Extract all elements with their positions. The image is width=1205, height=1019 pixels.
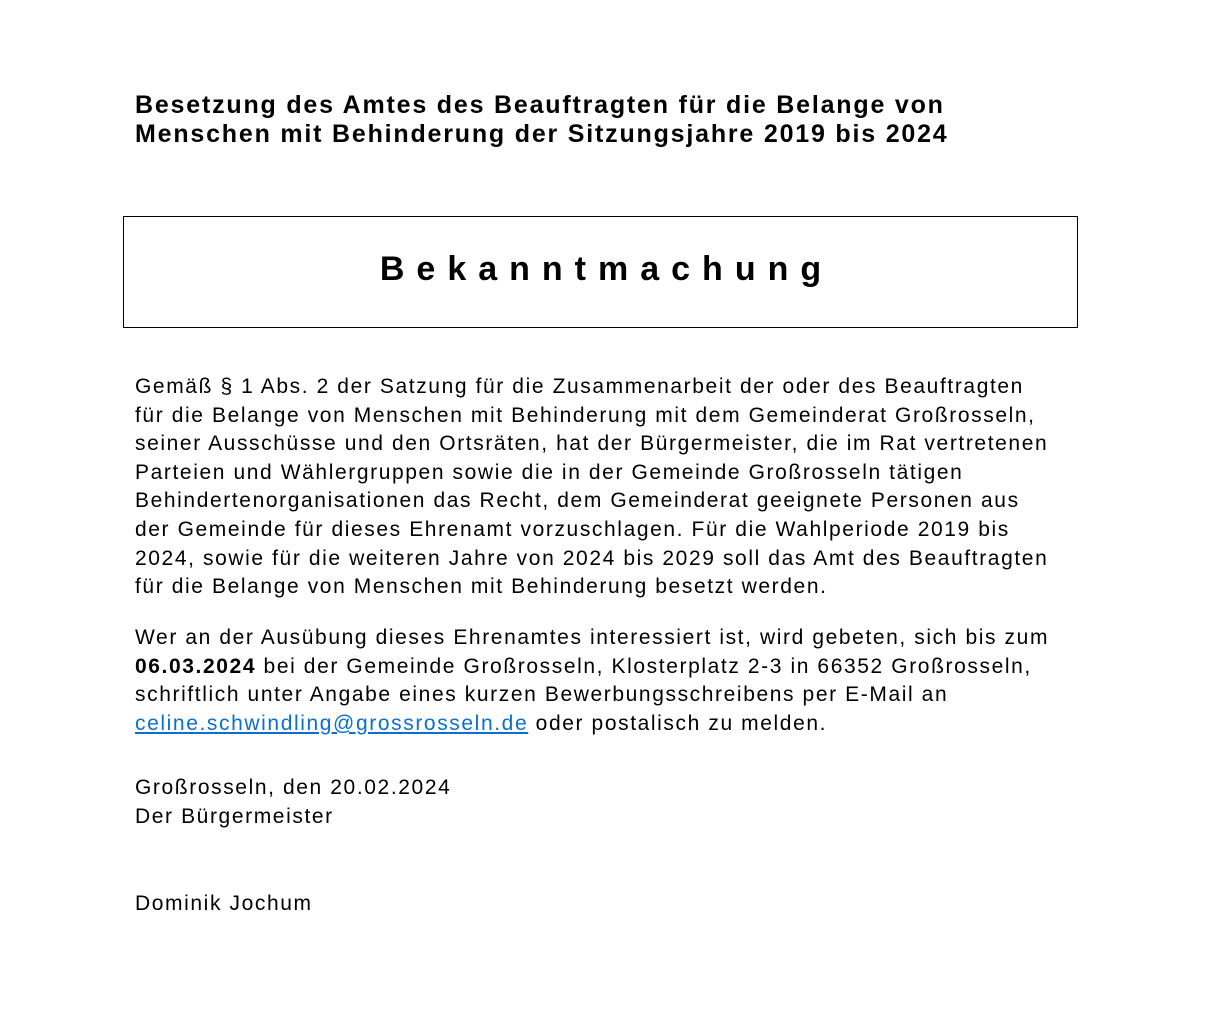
paragraph2-end: oder postalisch zu melden. bbox=[528, 711, 828, 735]
place-date-line: Großrosseln, den 20.02.2024 bbox=[135, 776, 452, 799]
body-paragraph-2 bbox=[135, 624, 1056, 738]
paragraph2-middle: bei der Gemeinde Großrosseln, Klosterplatz 2-3 in 66352 Großrosseln, schriftlich unter Angabe eines kurzen Bewerbungsschreibens per E-Mail an bbox=[135, 654, 1032, 707]
page-title: Besetzung des Amtes des Beauftragten für die Belange von Menschen mit Behinderung der Sitzungsjahre 2019 bis 2024 bbox=[135, 91, 949, 148]
paragraph2-intro: Wer an der Ausübung dieses Ehrenamtes interessiert ist, wird gebeten, sich bis zum bbox=[135, 626, 1050, 649]
signature-name: Dominik Jochum bbox=[135, 892, 313, 915]
email-link[interactable]: celine.schwindling@grossrosseln.de bbox=[135, 711, 529, 735]
closing-block bbox=[135, 774, 451, 831]
deadline-date: 06.03.2024 bbox=[135, 654, 257, 678]
role-line: Der Bürgermeister bbox=[135, 804, 334, 828]
body-paragraph-1: Gemäß § 1 Abs. 2 der Satzung für die Zusammenarbeit der oder des Beauftragten für die Belange von Menschen mit Behinderung mit dem Gemeinderat Großrosseln, seiner Ausschüsse und den Ortsräten, hat der Bürgermeister, die im Rat vertretenen Parteien und Wählergruppen sowie die in der Gemeinde Großrosseln tätigen Behindertenorganisationen das Recht, dem Gemeinderat geeignete Personen aus der Gemeinde für dieses Ehrenamt vorzuschlagen. Für die Wahlperiode 2019 bis 2024, sowie für die weiteren Jahre von 2024 bis 2029 soll das Amt des Beauftragten für die Belange von Menschen mit Behinderung besetzt werden. bbox=[135, 375, 1049, 599]
banner-title: Bekanntmachung bbox=[379, 249, 834, 288]
announcement-banner bbox=[123, 216, 1078, 328]
